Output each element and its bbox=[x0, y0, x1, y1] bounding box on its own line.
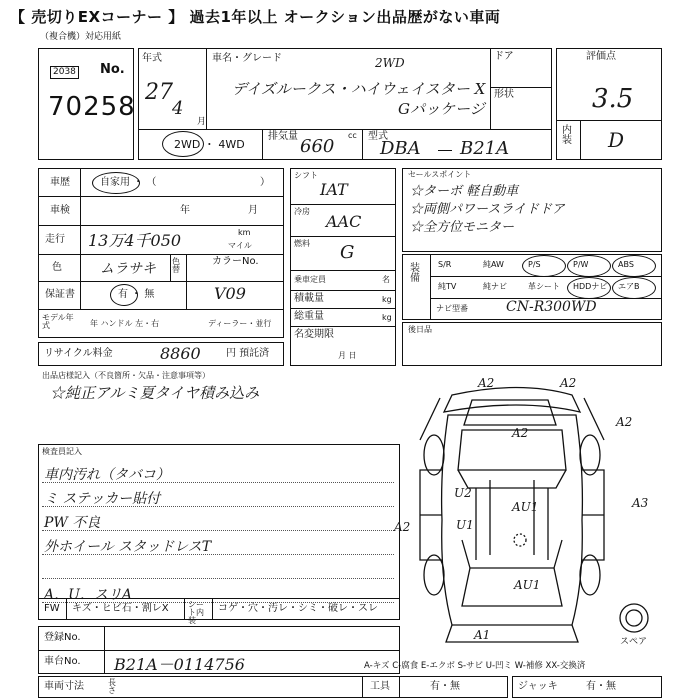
inspector-label: 検査員記入 bbox=[42, 447, 82, 456]
recycle-unit: 円 預託済 bbox=[226, 348, 270, 359]
weight-label: 総重量 bbox=[294, 311, 324, 322]
equip-label: 装備 bbox=[410, 263, 420, 284]
equip-1-5: ABS bbox=[618, 260, 634, 269]
interior-label: 内装 bbox=[562, 125, 572, 146]
warranty-label: 保証書 bbox=[45, 289, 75, 300]
header-subtitle: （複合機）対応用紙 bbox=[40, 32, 122, 42]
color-label: 色 bbox=[52, 262, 62, 273]
warranty-circle bbox=[110, 284, 138, 306]
recycle-label: リサイクル料金 bbox=[44, 348, 113, 359]
equip-2-3: 革シート bbox=[528, 282, 560, 291]
color-change: 色替 bbox=[172, 257, 180, 274]
equip-1-2: 純AW bbox=[483, 260, 504, 269]
reki-label: 車歴 bbox=[50, 177, 70, 188]
seat-label: シート内装 bbox=[188, 600, 204, 625]
reki-circle bbox=[92, 172, 140, 194]
equip-2-2: 純ナビ bbox=[483, 282, 507, 291]
tools-value: 有・無 bbox=[430, 681, 460, 692]
notes-label: 出品店様記入（不良箇所・欠品・注意事項等） bbox=[42, 371, 210, 380]
postfit-box bbox=[402, 322, 662, 366]
inspector-line-1: 車内汚れ（タバコ） bbox=[44, 467, 170, 483]
reki-value: 自家用 ・ （ bbox=[100, 177, 157, 188]
chassis-label: 車台No. bbox=[44, 656, 81, 667]
reg-change-label: 名変期限 bbox=[294, 329, 334, 340]
shift-label: シフト bbox=[294, 171, 318, 180]
dims-box bbox=[38, 676, 400, 698]
warranty-value: 有 ・ 無 bbox=[118, 289, 155, 300]
lot-number: 70258 bbox=[48, 92, 136, 122]
year-value: 27 bbox=[145, 80, 173, 105]
name-note: 2WD bbox=[375, 56, 405, 70]
spare-label: スペア bbox=[620, 637, 648, 647]
month-value: 4 bbox=[172, 98, 184, 119]
type-prefix: DBA bbox=[380, 138, 421, 159]
lot-no-label: No. bbox=[100, 62, 125, 77]
color-no-label: カラーNo. bbox=[212, 256, 259, 267]
navi-label: ナビ型番 bbox=[436, 304, 468, 313]
dmg-a2-4: A2 bbox=[512, 426, 529, 440]
capacity-unit: 名 bbox=[382, 275, 390, 284]
disp-label: 排気量 bbox=[268, 131, 298, 142]
year-label: 年式 bbox=[142, 53, 162, 64]
notes-text: ☆純正アルミ夏タイヤ積み込み bbox=[50, 384, 260, 402]
seat-value: コゲ・穴・汚レ・シミ・破レ・スレ bbox=[218, 603, 378, 614]
car-grade: Gパッケージ bbox=[398, 100, 485, 118]
fuel-label: 燃料 bbox=[294, 239, 310, 248]
dmg-a1: A1 bbox=[474, 628, 491, 642]
dmg-a2-5: A2 bbox=[394, 520, 411, 534]
color-no: V09 bbox=[214, 284, 246, 303]
dmg-au1-2: AU1 bbox=[514, 578, 541, 592]
inspector-line-2: ミ ステッカー貼付 bbox=[44, 491, 161, 507]
interior-value: D bbox=[608, 128, 625, 152]
dmg-u1: U1 bbox=[456, 518, 474, 532]
dealer-value: ディーラー・並行 bbox=[208, 319, 272, 328]
mileage-label: 走行 bbox=[45, 234, 65, 245]
sales-line-1: ☆ターボ 軽自動車 bbox=[410, 184, 519, 199]
dims-label: 車両寸法 bbox=[44, 681, 84, 692]
inspector-rule bbox=[42, 578, 394, 579]
equip-1-4: P/W bbox=[573, 260, 589, 269]
drive-circle bbox=[162, 131, 204, 157]
disp-unit: cc bbox=[348, 131, 357, 140]
recycle-value: 8860 bbox=[160, 344, 201, 363]
score-label: 評価点 bbox=[586, 51, 616, 62]
equip-1-1: S/R bbox=[438, 260, 452, 269]
fw-label: FW bbox=[44, 603, 60, 614]
equip-circle bbox=[567, 277, 611, 299]
dmg-a2-2: A2 bbox=[560, 376, 577, 390]
score-value: 3.5 bbox=[592, 84, 634, 114]
chassis-value: B21A－0114756 bbox=[114, 655, 245, 674]
dims-length: 長さ bbox=[108, 678, 116, 695]
equip-circle bbox=[567, 255, 611, 277]
type-value: B21A bbox=[460, 138, 510, 159]
shaken-year: 年 bbox=[180, 205, 190, 216]
type-label: 型式 bbox=[368, 131, 388, 142]
color-value: ムラサキ bbox=[100, 261, 156, 277]
door-label: ドア bbox=[494, 51, 514, 62]
shaken-label: 車検 bbox=[50, 205, 70, 216]
sales-label: セールスポイント bbox=[408, 170, 472, 179]
mileage-km: km bbox=[238, 228, 251, 237]
reki-close: ） bbox=[260, 177, 270, 188]
fuel-value: G bbox=[340, 242, 355, 263]
shaken-month: 月 bbox=[248, 205, 258, 216]
shift-value: IAT bbox=[320, 180, 348, 199]
month-unit: 月 bbox=[197, 117, 207, 127]
history-box bbox=[38, 168, 284, 338]
handle-value: 年 ハンドル 左・右 bbox=[90, 319, 160, 328]
equip-circle bbox=[612, 277, 656, 299]
navi-model: CN-R300WD bbox=[506, 299, 597, 315]
dmg-a3: A3 bbox=[632, 496, 649, 510]
inspector-line-4: 外ホイール スタッドレスT bbox=[44, 539, 212, 555]
name-label: 車名・グレード bbox=[212, 53, 282, 64]
ac-label: 冷房 bbox=[294, 207, 310, 216]
fw-value: キズ・ヒビ石・割レX bbox=[72, 603, 169, 614]
shape-label: 形状 bbox=[494, 89, 514, 100]
lot-small-no: 2038 bbox=[50, 66, 79, 79]
dmg-au1-1: AU1 bbox=[512, 500, 539, 514]
header-title: 【 売切りEXコーナー 】 過去1年以上 オークション出品歴がない車両 bbox=[10, 8, 501, 26]
reg-no-label: 登録No. bbox=[44, 632, 81, 643]
equip-2-5: エアB bbox=[618, 282, 640, 291]
equip-circle bbox=[612, 255, 656, 277]
inspector-line-6: A．U．スリA bbox=[44, 587, 133, 603]
jack-label: ジャッキ bbox=[518, 681, 558, 692]
dmg-u2: U2 bbox=[454, 486, 472, 500]
load-unit: kg bbox=[382, 295, 392, 304]
reg-change-unit: 月 日 bbox=[338, 351, 357, 360]
tools-label: 工具 bbox=[370, 681, 390, 692]
sales-line-3: ☆全方位モニター bbox=[410, 220, 515, 235]
ac-value: AAC bbox=[326, 212, 362, 231]
equip-circle bbox=[522, 255, 566, 277]
equip-2-4: HDDナビ bbox=[573, 282, 608, 291]
inspector-line-3: PW 不良 bbox=[44, 515, 101, 531]
dmg-a2-3: A2 bbox=[616, 415, 633, 429]
dmg-a2-1: A2 bbox=[478, 376, 495, 390]
drive-options: 2WD ・ 4WD bbox=[174, 138, 245, 151]
damage-legend: A-キズ C-腐食 E-エクボ S-サビ U-凹ミ W-補修 XX-交換済 bbox=[364, 661, 586, 671]
sales-line-2: ☆両側パワースライドドア bbox=[410, 202, 565, 217]
mileage-value: 13万4千050 bbox=[88, 231, 182, 250]
equip-1-3: P/S bbox=[528, 260, 541, 269]
car-name: デイズルークス・ハイウェイスター X bbox=[232, 80, 486, 98]
postfit-label: 後日品 bbox=[408, 325, 432, 334]
model-year-label: モデル年式 bbox=[42, 313, 74, 330]
load-label: 積載量 bbox=[294, 293, 324, 304]
disp-value: 660 bbox=[300, 136, 335, 157]
mileage-mile: マイル bbox=[228, 241, 252, 250]
equip-2-1: 純TV bbox=[438, 282, 457, 291]
jack-value: 有・無 bbox=[586, 681, 616, 692]
weight-unit: kg bbox=[382, 313, 392, 322]
capacity-label: 乗車定員 bbox=[294, 275, 326, 284]
